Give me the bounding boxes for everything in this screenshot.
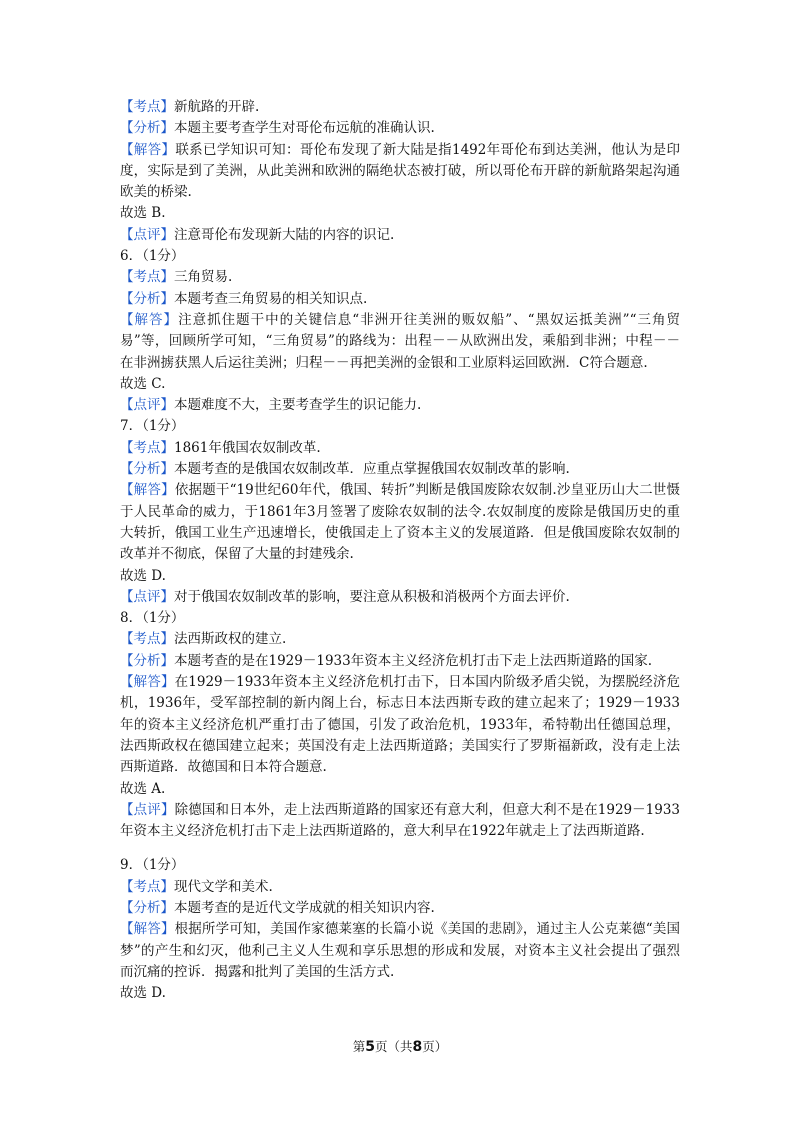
q6-kaodian [120, 267, 680, 288]
q5-jieda [120, 140, 680, 204]
q9-kaodian-text: 现代文学和美术. [174, 878, 273, 895]
q5-jieda-text: 联系已学知识可知：哥伦布发现了新大陆是指1492年哥伦布到达美洲，他认为是印度，实际是到了美洲，从此美洲和欧洲的隔绝状态被打破，所以哥伦布开辟的新航路架起沟通欧美的桥梁. [120, 141, 681, 201]
footer-total-pages: 8 [412, 1039, 423, 1055]
tag-kaodian: 【考点】 [120, 99, 174, 115]
tag-kaodian: 【考点】 [120, 439, 174, 456]
tag-kaodian: 【考点】 [120, 269, 174, 286]
q6-fenxi [120, 289, 680, 310]
q7-kaodian [120, 438, 680, 459]
q8-dianping-text: 除德国和日本外，走上法西斯道路的国家还有意大利，但意大利不是在1929－1933年资本主义经济危机打击下走上法西斯道路的，意大利早在1922年就走上了法西斯道路. [120, 801, 680, 840]
q8-answer: 故选 A. [120, 780, 166, 797]
q7-fenxi [120, 459, 680, 480]
tag-dianping: 【点评】 [120, 397, 174, 414]
footer-post: 页） [422, 1039, 448, 1054]
tag-jieda: 【解答】 [120, 311, 179, 328]
q9-jieda-text: 根据所学可知，美国作家德莱塞的长篇小说《美国的悲剧》，通过主人公克莱德“美国梦”的产生和幻灭，他利己主义人生观和享乐思想的形成和发展，对资本主义社会提出了强烈而沉痛的控诉．揭露和批判了美国的生活方式. [120, 921, 681, 980]
q9-answer: 故选 D. [120, 985, 166, 1002]
q8-jieda-text: 在1929－1933年资本主义经济危机打击下，日本国内阶级矛盾尖锐，为摆脱经济危机，1936年，受军部控制的新内阁上台，标志日本法西斯专政的建立起来了；1929－1933年的资本主义经济危机严重打击了德国，引发了政治危机，1933年，希特勒出任德国总理，法西斯政权在德国建立起来；英国没有走上法西斯道路；美国实行了罗斯福新政，没有走上法西斯道路．故德国和日本符合题意. [120, 674, 680, 776]
tag-jieda: 【解答】 [120, 674, 175, 691]
q6-dianping [120, 395, 680, 416]
tag-fenxi: 【分析】 [120, 290, 174, 307]
tag-kaodian: 【考点】 [120, 878, 174, 895]
tag-jieda: 【解答】 [120, 141, 176, 158]
tag-fenxi: 【分析】 [120, 652, 174, 669]
q7-kaodian-text: 1861年俄国农奴制改革. [174, 439, 321, 456]
q8-kaodian-text: 法西斯政权的建立. [174, 631, 287, 648]
q7-dianping [120, 587, 680, 608]
q8-jieda [120, 672, 680, 778]
tag-fenxi: 【分析】 [120, 120, 174, 137]
q5-answer: 故选 B. [120, 205, 166, 222]
q5-kaodian-text: 新航路的开辟. [174, 99, 260, 115]
page-content [120, 97, 680, 1004]
footer-page-number: 5 [365, 1039, 375, 1055]
q7-jieda [120, 480, 680, 565]
tag-fenxi: 【分析】 [120, 461, 174, 478]
tag-kaodian: 【考点】 [120, 631, 174, 648]
footer-pre: 第 [352, 1039, 366, 1054]
page-footer [0, 1037, 800, 1055]
q9-fenxi [120, 898, 680, 919]
q5-dianping-text: 注意哥伦布发现新大陆的内容的识记. [174, 226, 395, 243]
q6-header: 6．（1分） [120, 248, 185, 265]
tag-dianping: 【点评】 [120, 801, 175, 818]
q6-answer: 故选 C. [120, 375, 166, 392]
q8-kaodian [120, 629, 680, 650]
q5-kaodian [120, 97, 680, 118]
q6-fenxi-text: 本题考查三角贸易的相关知识点. [174, 290, 368, 307]
tag-jieda: 【解答】 [120, 482, 175, 499]
q9-header: 9．（1分） [120, 857, 185, 874]
q8-header: 8．（1分） [120, 610, 185, 627]
q9-kaodian [120, 877, 680, 898]
q7-fenxi-text: 本题考查的是俄国农奴制改革．应重点掌握俄国农奴制改革的影响. [174, 461, 570, 478]
tag-fenxi: 【分析】 [120, 899, 174, 916]
q5-fenxi-text: 本题主要考查学生对哥伦布远航的准确认识. [174, 120, 435, 137]
q6-kaodian-text: 三角贸易. [174, 269, 233, 286]
tag-dianping: 【点评】 [120, 588, 174, 605]
q6-jieda [120, 310, 680, 374]
q6-dianping-text: 本题难度不大，主要考查学生的识记能力. [174, 397, 422, 414]
q5-dianping [120, 225, 680, 246]
q5-fenxi [120, 118, 680, 139]
q7-header: 7．（1分） [120, 418, 185, 435]
q8-dianping [120, 800, 680, 843]
q7-jieda-text: 依据题干“19世纪60年代，俄国、转折”判断是俄国废除农奴制.沙皇亚历山大二世慑于人民革命的威力，于1861年3月签署了废除农奴制的法令.农奴制度的废除是俄国历史的重大转折，俄国工业生产迅速增长，使俄国走上了资本主义的发展道路．但是俄国废除农奴制的改革并不彻底，保留了大量的封建残余. [120, 482, 681, 563]
spacer [120, 842, 680, 855]
q8-fenxi [120, 651, 680, 672]
tag-dianping: 【点评】 [120, 226, 174, 243]
q7-dianping-text: 对于俄国农奴制改革的影响，要注意从积极和消极两个方面去评价. [174, 588, 570, 605]
q9-fenxi-text: 本题考查的是近代文学成就的相关知识内容. [174, 899, 435, 916]
q9-jieda [120, 919, 680, 983]
q6-jieda-text: 注意抓住题干中的关键信息“非洲开往美洲的贩奴船”、“黑奴运抵美洲”“三角贸易”等，回顾所学可知，“三角贸易”的路线为：出程－－从欧洲出发，乘船到非洲；中程－－在非洲掳获黑人后运往美洲；归程－－再把美洲的金银和工业原料运回欧洲．C符合题意. [120, 311, 681, 371]
q7-answer: 故选 D. [120, 567, 166, 584]
tag-jieda: 【解答】 [120, 921, 175, 938]
q8-fenxi-text: 本题考查的是在1929－1933年资本主义经济危机打击下走上法西斯道路的国家. [174, 652, 653, 669]
footer-mid: 页（共 [374, 1039, 413, 1054]
